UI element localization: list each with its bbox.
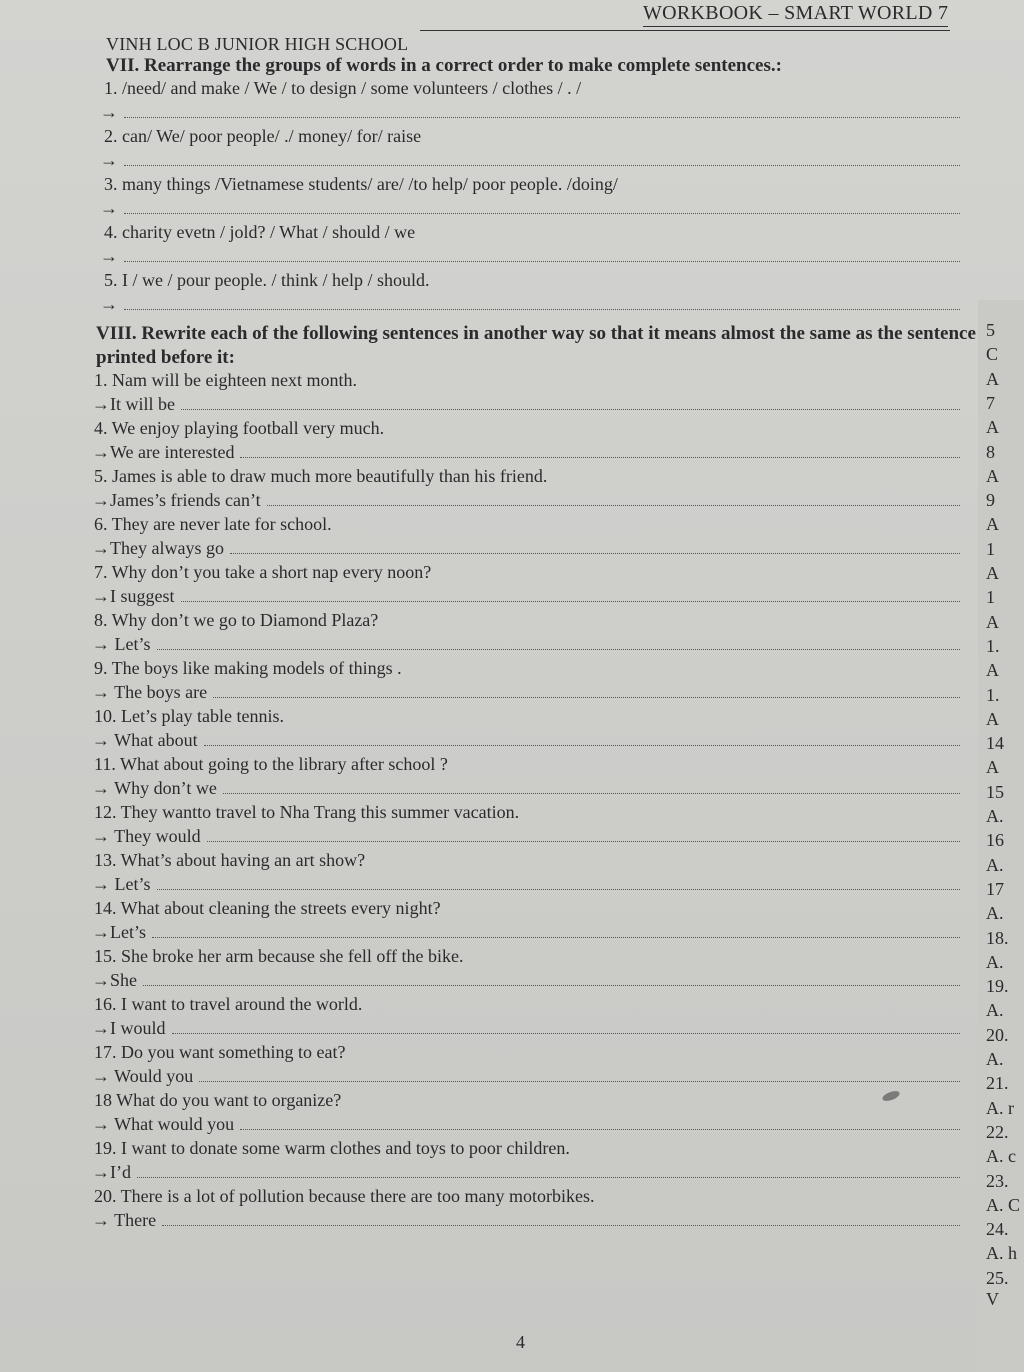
answer-prompt: → The boys are: [92, 682, 208, 702]
edge-fragment: A: [986, 660, 999, 681]
answer-line-4[interactable]: [0, 246, 1000, 270]
answer-line-10[interactable]: [0, 826, 1000, 850]
section-8-list: [0, 370, 1000, 1234]
question-18: [0, 1186, 1000, 1210]
edge-fragment: 17: [986, 878, 1004, 899]
answer-prompt: →: [100, 102, 118, 122]
answer-line-8[interactable]: [0, 730, 1000, 754]
edge-fragment: 14: [986, 733, 1004, 754]
answer-line-11[interactable]: [0, 874, 1000, 898]
answer-line-7[interactable]: [0, 682, 1000, 706]
answer-blank[interactable]: [267, 491, 960, 506]
answer-prompt: →: [100, 198, 118, 218]
question-text: 8. Why don’t we go to Diamond Plaza?: [94, 610, 379, 630]
edge-fragment: A.: [986, 951, 1004, 972]
edge-fragment: A: [986, 368, 999, 389]
worksheet-content: [0, 54, 1000, 1234]
question-14: [0, 994, 1000, 1018]
answer-prompt: →Let’s: [92, 922, 146, 942]
edge-fragment: 1.: [986, 684, 1000, 705]
question-text: 5. I / we / pour people. / think / help / should.: [104, 270, 430, 290]
answer-line-16[interactable]: [0, 1114, 1000, 1138]
question-13: [0, 946, 1000, 970]
question-text: 18 What do you want to organize?: [94, 1090, 342, 1110]
answer-line-14[interactable]: [0, 1018, 1000, 1042]
edge-fragment: 7: [986, 392, 995, 413]
edge-fragment: 19.: [986, 976, 1009, 997]
edge-fragment: 5: [986, 320, 995, 340]
answer-line-4[interactable]: [0, 538, 1000, 562]
answer-line-17[interactable]: [0, 1162, 1000, 1186]
question-text: 11. What about going to the library after school ?: [94, 754, 448, 774]
answer-blank[interactable]: [124, 151, 960, 166]
edge-fragment: A. c: [986, 1146, 1016, 1167]
answer-blank[interactable]: [137, 1163, 960, 1178]
header-rule: [420, 30, 950, 31]
answer-line-18[interactable]: [0, 1210, 1000, 1234]
answer-line-3[interactable]: [0, 490, 1000, 514]
answer-blank[interactable]: [143, 971, 960, 986]
answer-prompt: → Why don’t we: [92, 778, 217, 798]
answer-prompt: → Let’s: [92, 634, 151, 654]
school-name: VINH LOC B JUNIOR HIGH SCHOOL: [106, 34, 409, 54]
answer-prompt: → There: [92, 1210, 157, 1230]
answer-prompt: →It will be: [92, 394, 175, 414]
edge-fragment: A.: [986, 1049, 1004, 1069]
answer-blank[interactable]: [181, 395, 960, 410]
answer-blank[interactable]: [223, 779, 960, 794]
edge-fragment: A: [986, 417, 999, 438]
edge-fragment: A: [986, 563, 999, 583]
question-text: 6. They are never late for school.: [94, 514, 332, 534]
answer-prompt: → Let’s: [92, 874, 151, 894]
answer-prompt: →: [100, 246, 118, 266]
question-4: [0, 514, 1000, 538]
question-text: 13. What’s about having an art show?: [94, 850, 366, 870]
edge-fragment: C: [986, 344, 999, 365]
question-2: [0, 126, 1000, 150]
answer-line-1[interactable]: [0, 394, 1000, 418]
answer-blank[interactable]: [172, 1019, 961, 1034]
answer-prompt: →They always go: [92, 538, 224, 558]
edge-fragment: 25. V: [986, 1267, 1009, 1309]
question-4: [0, 222, 1000, 246]
edge-fragment: A.: [986, 806, 1004, 826]
answer-prompt: →I would: [92, 1018, 166, 1038]
answer-line-3[interactable]: [0, 198, 1000, 222]
question-1: [0, 78, 1000, 102]
answer-prompt: → What would you: [92, 1114, 235, 1134]
answer-prompt: →: [100, 150, 118, 170]
answer-prompt: →James’s friends can’t: [92, 490, 261, 510]
question-7: [0, 658, 1000, 682]
question-text: 5. James is able to draw much more beautifully than his friend.: [94, 466, 548, 486]
answer-blank[interactable]: [240, 1115, 960, 1130]
question-1: [0, 370, 1000, 394]
question-text: 20. There is a lot of pollution because there are too many motorbikes.: [94, 1186, 595, 1206]
edge-fragment: A: [986, 611, 999, 632]
question-text: 10. Let’s play table tennis.: [94, 706, 284, 726]
edge-fragment: A: [986, 757, 999, 778]
workbook-title: WORKBOOK – SMART WORLD 7: [643, 2, 948, 27]
answer-blank[interactable]: [199, 1067, 960, 1082]
edge-fragment: A: [986, 465, 999, 486]
edge-fragment: A: [986, 514, 999, 535]
question-text: 4. charity evetn / jold? / What / should / we: [104, 222, 416, 242]
edge-fragment: A.: [986, 903, 1004, 924]
answer-blank[interactable]: [240, 443, 960, 458]
question-text: 16. I want to travel around the world.: [94, 994, 363, 1014]
answer-line-1[interactable]: [0, 102, 1000, 126]
edge-fragment: 20.: [986, 1024, 1009, 1045]
answer-prompt: →I suggest: [92, 586, 175, 606]
question-5: [0, 562, 1000, 586]
question-text: 17. Do you want something to eat?: [94, 1042, 346, 1062]
edge-fragment: 21.: [986, 1073, 1009, 1094]
question-text: 3. many things /Vietnamese students/ are/ /to help/ poor people. /doing/: [104, 174, 618, 194]
question-text: 7. Why don’t you take a short nap every noon?: [94, 562, 432, 582]
answer-prompt: →We are interested: [92, 442, 235, 462]
answer-prompt: →I’d: [92, 1162, 131, 1182]
answer-blank[interactable]: [152, 923, 960, 938]
question-text: 9. The boys like making models of things .: [94, 658, 402, 678]
answer-blank[interactable]: [124, 103, 960, 118]
answer-line-12[interactable]: [0, 922, 1000, 946]
answer-line-13[interactable]: [0, 970, 1000, 994]
answer-blank[interactable]: [230, 539, 960, 554]
answer-line-5[interactable]: [0, 294, 1000, 318]
edge-fragment: 1: [986, 587, 995, 608]
answer-prompt: →She: [92, 970, 137, 990]
edge-fragment: 18.: [986, 927, 1009, 948]
answer-line-5[interactable]: [0, 586, 1000, 610]
answer-line-15[interactable]: [0, 1066, 1000, 1090]
question-16: [0, 1090, 1000, 1114]
question-9: [0, 754, 1000, 778]
edge-fragment: 15: [986, 781, 1004, 802]
section-8-title: VIII. Rewrite each of the following sentences in another way so that it means almost the same as the sentence printed before it:: [96, 323, 976, 368]
question-3: [0, 174, 1000, 198]
edge-fragment: 16: [986, 830, 1004, 851]
answer-prompt: →: [100, 294, 118, 314]
answer-line-2[interactable]: [0, 150, 1000, 174]
answer-blank[interactable]: [213, 683, 960, 698]
question-12: [0, 898, 1000, 922]
edge-fragment: 24.: [986, 1219, 1009, 1240]
edge-fragment: A. C: [986, 1194, 1021, 1215]
edge-fragment: A.: [986, 1000, 1004, 1021]
question-8: [0, 706, 1000, 730]
question-text: 12. They wantto travel to Nha Trang this summer vacation.: [94, 802, 520, 822]
edge-fragment: 1: [986, 538, 995, 559]
question-3: [0, 466, 1000, 490]
answer-prompt: → What about: [92, 730, 198, 750]
answer-blank[interactable]: [204, 731, 960, 746]
page-number: 4: [516, 1332, 525, 1352]
question-10: [0, 802, 1000, 826]
edge-fragment: A. r: [986, 1097, 1014, 1118]
question-text: 2. can/ We/ poor people/ ./ money/ for/ raise: [104, 126, 422, 146]
question-6: [0, 610, 1000, 634]
answer-blank[interactable]: [124, 295, 960, 310]
question-11: [0, 850, 1000, 874]
answer-blank[interactable]: [124, 199, 960, 214]
question-text: 4. We enjoy playing football very much.: [94, 418, 385, 438]
question-text: 1. Nam will be eighteen next month.: [94, 370, 357, 390]
answer-blank[interactable]: [124, 247, 960, 262]
answer-blank[interactable]: [207, 827, 960, 842]
edge-fragment: A. h: [986, 1243, 1017, 1264]
answer-line-2[interactable]: [0, 442, 1000, 466]
edge-fragment: A.: [986, 854, 1004, 875]
edge-fragment: 8: [986, 441, 995, 462]
answer-blank[interactable]: [157, 635, 961, 650]
answer-prompt: → Would you: [92, 1066, 194, 1086]
question-text: 15. She broke her arm because she fell off the bike.: [94, 946, 464, 966]
section-7-title: VII. Rearrange the groups of words in a correct order to make complete sentences.:: [106, 55, 782, 76]
question-17: [0, 1138, 1000, 1162]
answer-blank[interactable]: [157, 875, 961, 890]
question-text: 14. What about cleaning the streets every night?: [94, 898, 441, 918]
edge-fragment: 9: [986, 490, 995, 511]
question-text: 19. I want to donate some warm clothes and toys to poor children.: [94, 1138, 570, 1158]
edge-fragment: 22.: [986, 1121, 1009, 1142]
edge-fragment: A: [986, 708, 999, 729]
answer-blank[interactable]: [162, 1211, 960, 1226]
question-15: [0, 1042, 1000, 1066]
edge-fragment: 1.: [986, 635, 1000, 656]
edge-fragment: 23.: [986, 1170, 1009, 1191]
answer-blank[interactable]: [181, 587, 961, 602]
question-text: 1. /need/ and make / We / to design / some volunteers / clothes / . /: [104, 78, 582, 98]
answer-line-6[interactable]: [0, 634, 1000, 658]
question-2: [0, 418, 1000, 442]
answer-line-9[interactable]: [0, 778, 1000, 802]
question-5: [0, 270, 1000, 294]
section-7-list: [0, 78, 1000, 318]
answer-prompt: → They would: [92, 826, 201, 846]
